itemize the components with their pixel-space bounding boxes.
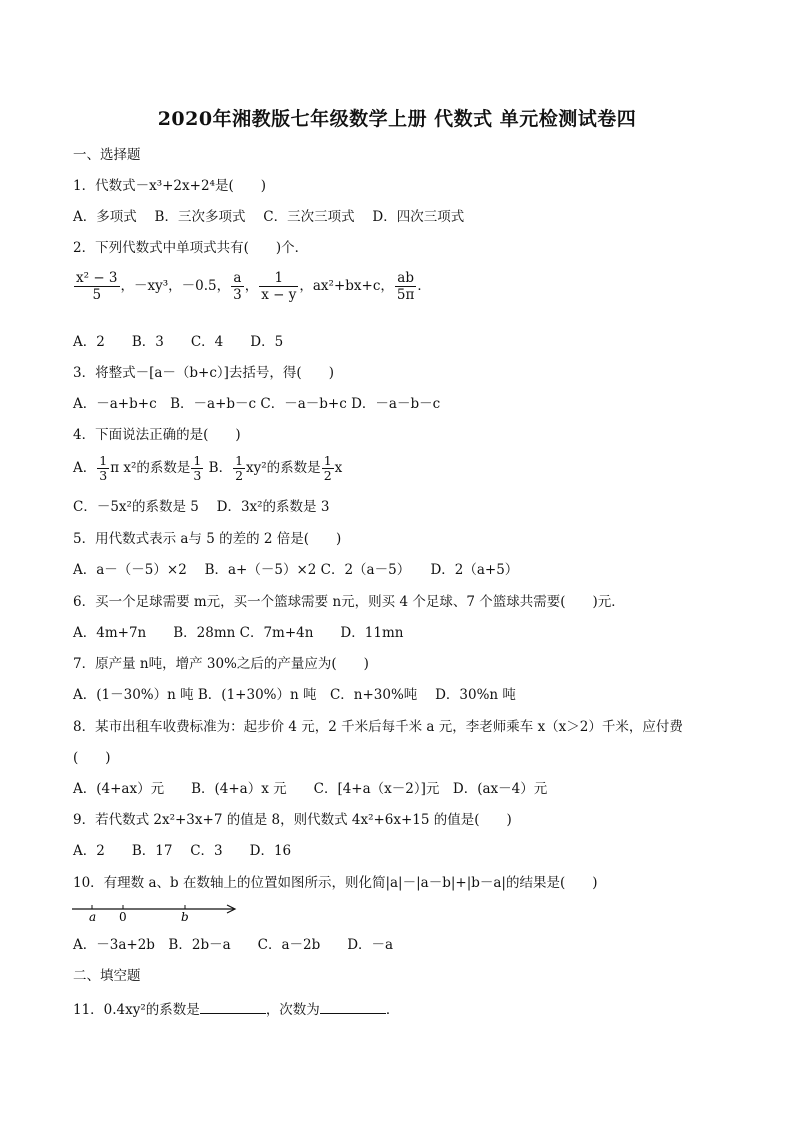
question-6: 6．买一个足球需要 m元，买一个篮球需要 n元，则买 4 个足球、7 个篮球共需要( )元． [73, 594, 625, 610]
page-title: 2020年湘教版七年级数学上册 代数式 单元检测试卷四 [157, 108, 637, 130]
answer-blank-1[interactable] [200, 999, 266, 1014]
fraction-b2: $\frac{1}{2}$ [323, 453, 332, 483]
question-3-options: A．－a+b+c B．－a+b－c C．－a－b+c D．－a－b－c [73, 396, 441, 412]
question-5-options: A．a－（－5）×2 B．a+（－5）×2 C．2（a－5） D．2（a+5） [73, 562, 519, 578]
question-2: 2．下列代数式中单项式共有( )个． [73, 240, 309, 256]
question-1-options: A．多项式 B．三次多项式 C．三次三项式 D．四次三项式 [73, 209, 465, 225]
question-6-options: A．4m+7n B．28mn C．7m+4n D．11mn [73, 625, 404, 641]
question-4: 4．下面说法正确的是( ) [73, 427, 241, 443]
question-10-options: A．－3a+2b B．2b－a C．a－2b D．－a [73, 937, 394, 953]
question-3: 3．将整式－[a－（b+c）]去括号，得( ) [73, 365, 334, 381]
question-5: 5．用代数式表示 a与 5 的差的 2 倍是( ) [73, 531, 342, 547]
question-9: 9．若代数式 2x²+3x+7 的值是 8，则代数式 4x²+6x+15 的值是( ) [73, 812, 512, 828]
section-heading-fill: 二、填空题 [73, 968, 141, 984]
fraction-2: $\frac{a}{3}$ [233, 270, 242, 303]
question-8-options: A．(4+ax）元 B．(4+a）x 元 C．[4+a（x－2）]元 D．(ax－4）元 [73, 781, 548, 797]
fraction-1: $\frac{\text{x² − 3}}{5}$ [76, 270, 118, 303]
question-8-continuation: ( ) [73, 750, 111, 766]
fraction-3: $\frac{1}{x - y}$ [261, 270, 297, 303]
question-7: 7．原产量 n吨，增产 30%之后的产量应为( ) [73, 656, 369, 672]
question-2-options: A．2 B．3 C．4 D．5 [73, 334, 284, 350]
fraction-a1: $\frac{1}{3}$ [99, 453, 108, 483]
question-4-options-cd: C．－5x²的系数是 5 D．3x²的系数是 3 [73, 499, 330, 515]
section-heading-choice: 一、选择题 [73, 147, 141, 163]
question-8: 8．某市出租车收费标准为：起步价 4 元，2 千米后每千米 a 元，李老师乘车 x（x＞2）千米，应付费 [73, 719, 683, 735]
answer-blank-2[interactable] [320, 999, 386, 1014]
question-2-expressions: $\frac{\text{x² − 3}}{5}$ ，－xy³，－0.5， $\frac{a}{3}$ ， $\frac{1}{x - y}$ ，ax²+bx+c， $\frac{ab}{5\pi}$ ． [76, 270, 431, 303]
question-7-options: A．(1－30%）n 吨 B．(1+30%）n 吨 C．n+30%吨 D．30%n 吨 [73, 687, 516, 703]
question-1: 1．代数式－x³+2x+2⁴是( ) [73, 178, 266, 194]
fraction-b1: $\frac{1}{2}$ [235, 453, 244, 483]
question-11: 11．0.4xy²的系数是 ，次数为 ． [73, 999, 399, 1019]
question-9-options: A．2 B．17 C．3 D．16 [73, 843, 292, 859]
fraction-4: $\frac{ab}{5\pi}$ [396, 270, 415, 303]
number-line-diagram [70, 898, 250, 924]
label-zero: 0 [119, 910, 127, 924]
question-10: 10．有理数 a、b 在数轴上的位置如图所示，则化简|a|－|a－b|+|b－a|的结果是( ) [73, 875, 598, 891]
label-a: a [89, 910, 97, 924]
question-4-options-ab: A． $\frac{1}{3}$ π x²的系数是 $\frac{1}{3}$ B． $\frac{1}{2}$ xy²的系数是 $\frac{1}{2}$ x [73, 453, 343, 483]
label-b: b [181, 910, 189, 924]
fraction-a2: $\frac{1}{3}$ [193, 453, 202, 483]
